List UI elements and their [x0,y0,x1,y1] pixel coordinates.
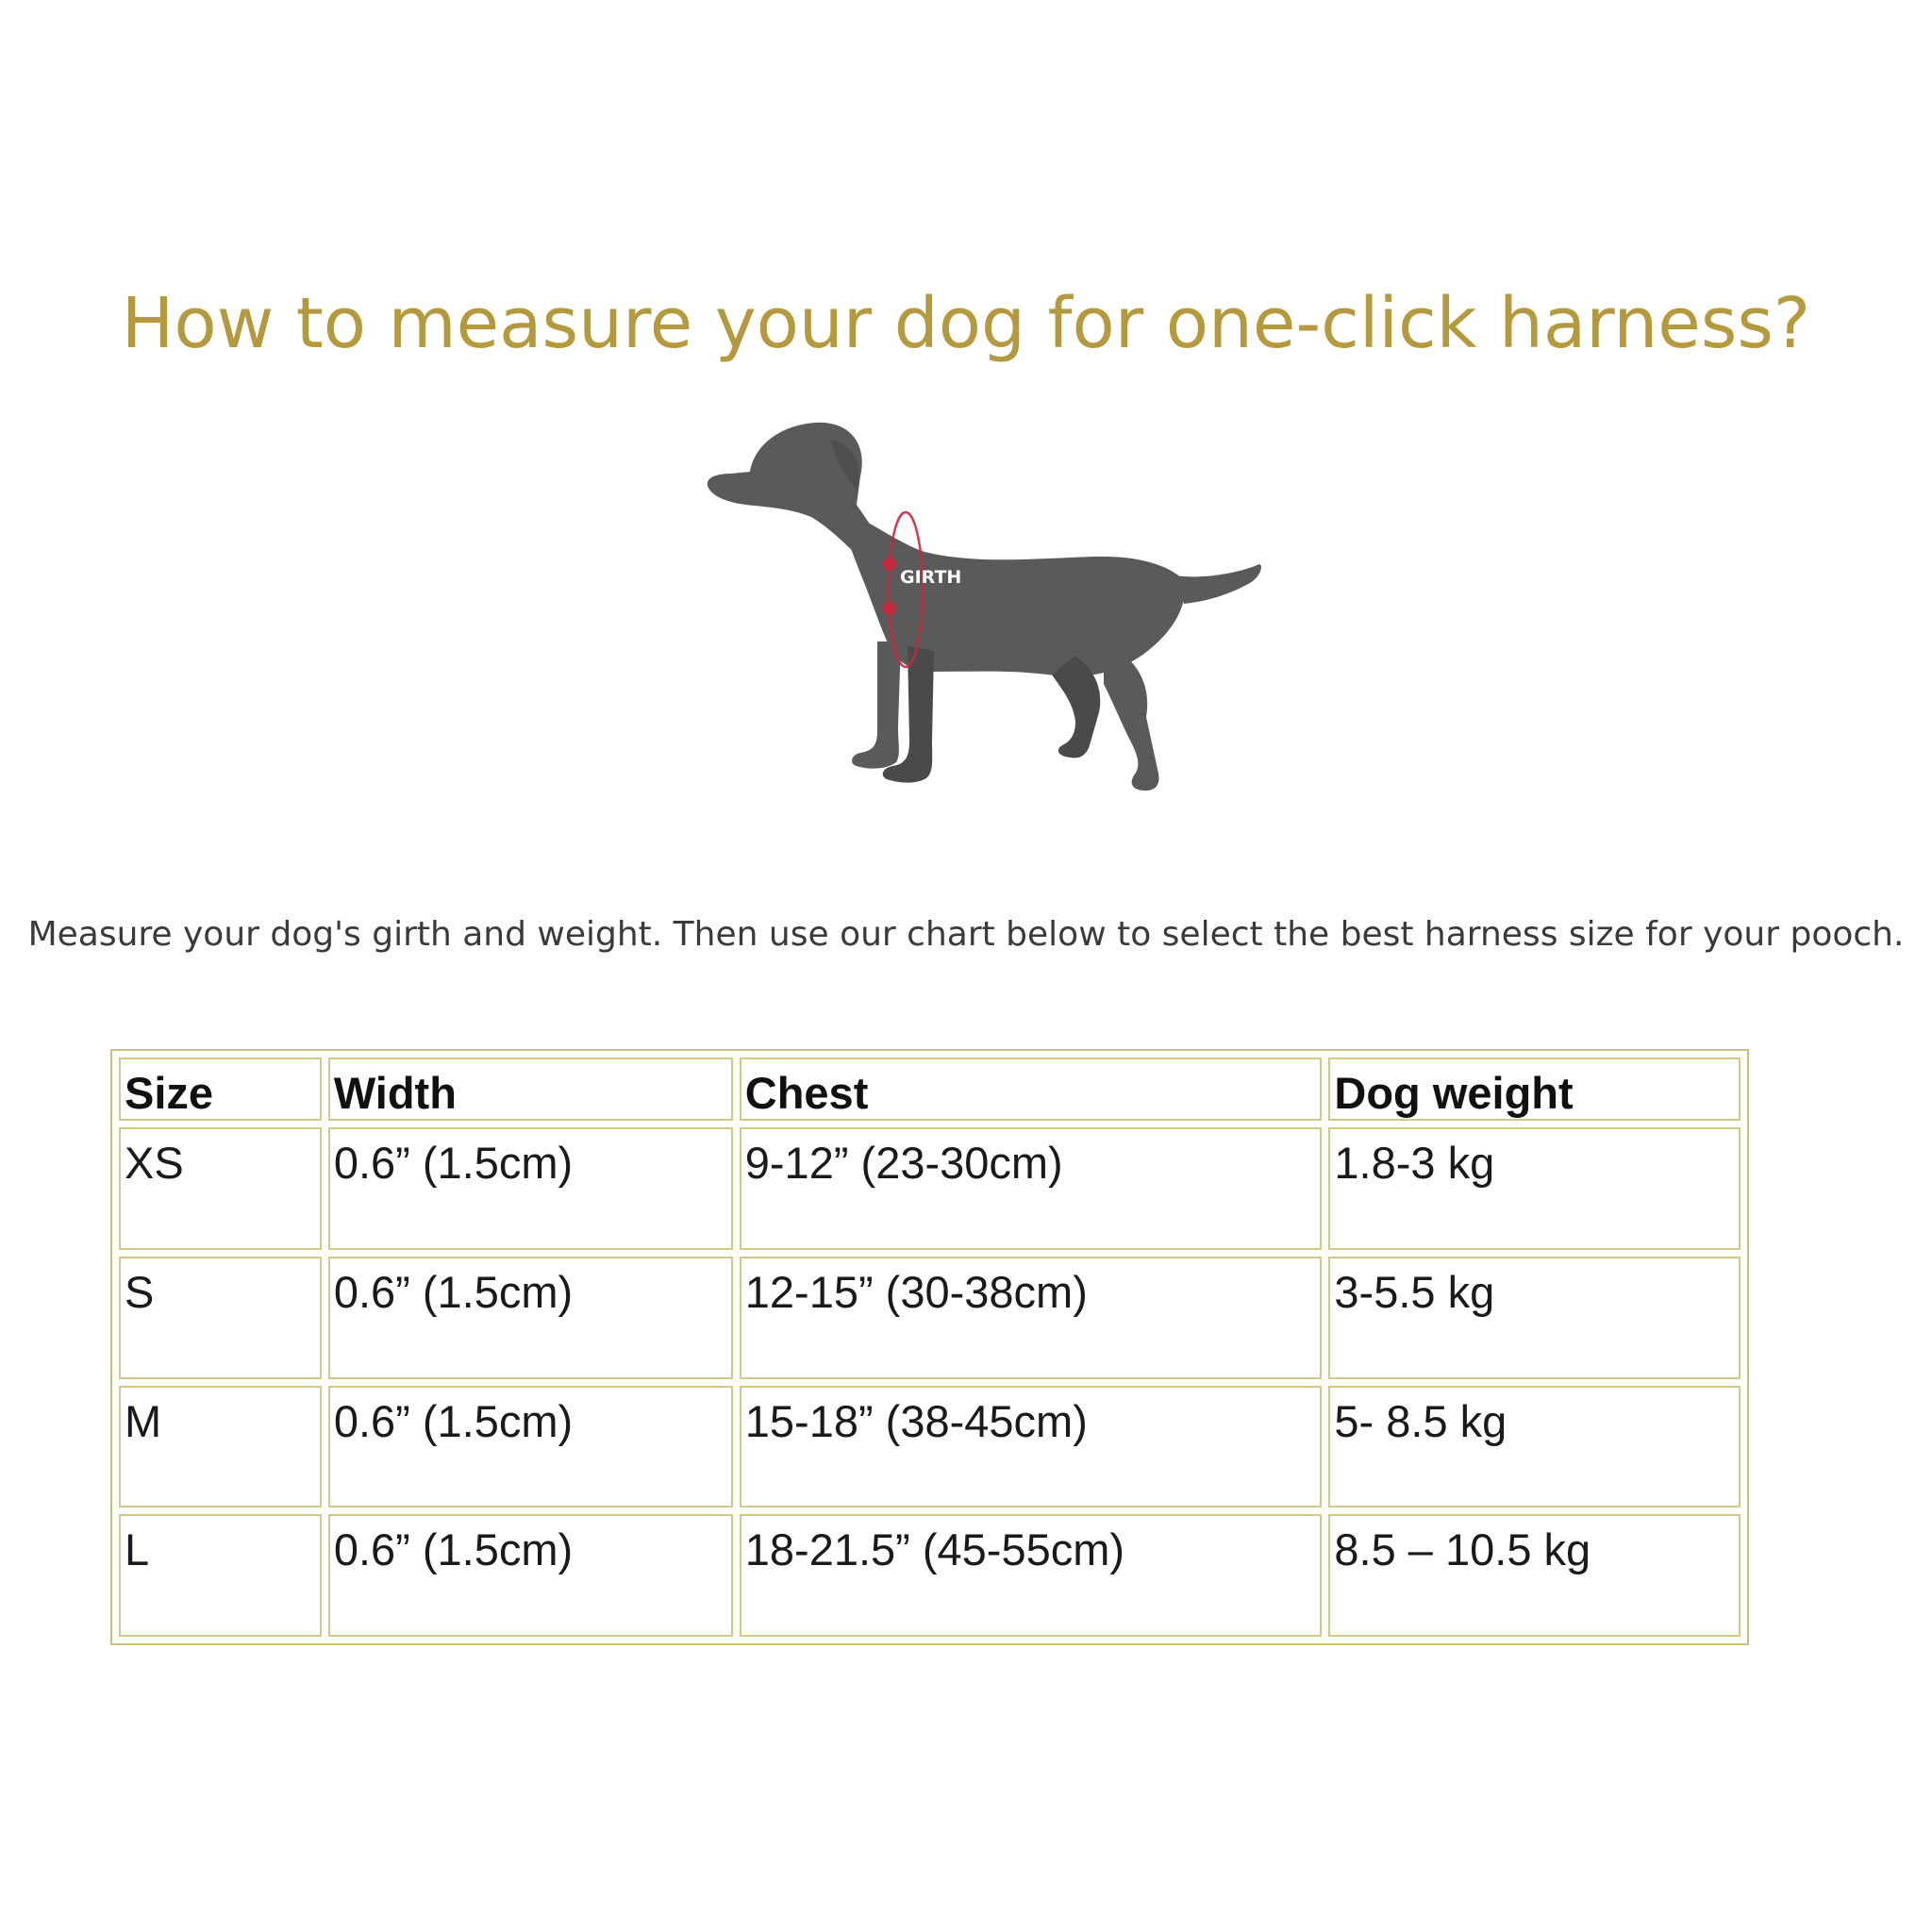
header-width: Width [328,1058,733,1121]
cell-dog-weight: 8.5 – 10.5 kg [1328,1514,1740,1637]
cell-size: L [119,1514,322,1637]
table-header-row [119,1058,1740,1121]
table-row [119,1514,1740,1637]
cell-width: 0.6” (1.5cm) [328,1514,733,1637]
cell-size: S [119,1257,322,1379]
cell-width: 0.6” (1.5cm) [328,1386,733,1508]
cell-chest: 12-15” (30-38cm) [740,1257,1323,1379]
cell-chest: 9-12” (23-30cm) [740,1127,1323,1250]
cell-chest: 18-21.5” (45-55cm) [740,1514,1323,1637]
dog-silhouette [708,423,1261,791]
intro-text: Measure your dog's girth and weight. Then use our chart below to select the best harness size for your pooch. [27,915,1905,954]
cell-dog-weight: 3-5.5 kg [1328,1257,1740,1379]
cell-width: 0.6” (1.5cm) [328,1257,733,1379]
cell-size: M [119,1386,322,1508]
cell-chest: 15-18” (38-45cm) [740,1386,1323,1508]
girth-dot-top [883,558,896,571]
cell-dog-weight: 5- 8.5 kg [1328,1386,1740,1508]
header-chest: Chest [740,1058,1323,1121]
page-title: How to measure your dog for one-click harness? [121,283,1811,364]
table-row [119,1127,1740,1250]
header-size: Size [119,1058,322,1121]
size-chart-table [110,1049,1749,1645]
cell-size: XS [119,1127,322,1250]
table-row [119,1386,1740,1508]
girth-label: GIRTH [900,567,962,588]
header-dog-weight: Dog weight [1328,1058,1740,1121]
cell-width: 0.6” (1.5cm) [328,1127,733,1250]
dog-silhouette-illustration [698,415,1264,802]
table-row [119,1257,1740,1379]
girth-dot-bottom [883,602,896,615]
cell-dog-weight: 1.8-3 kg [1328,1127,1740,1250]
